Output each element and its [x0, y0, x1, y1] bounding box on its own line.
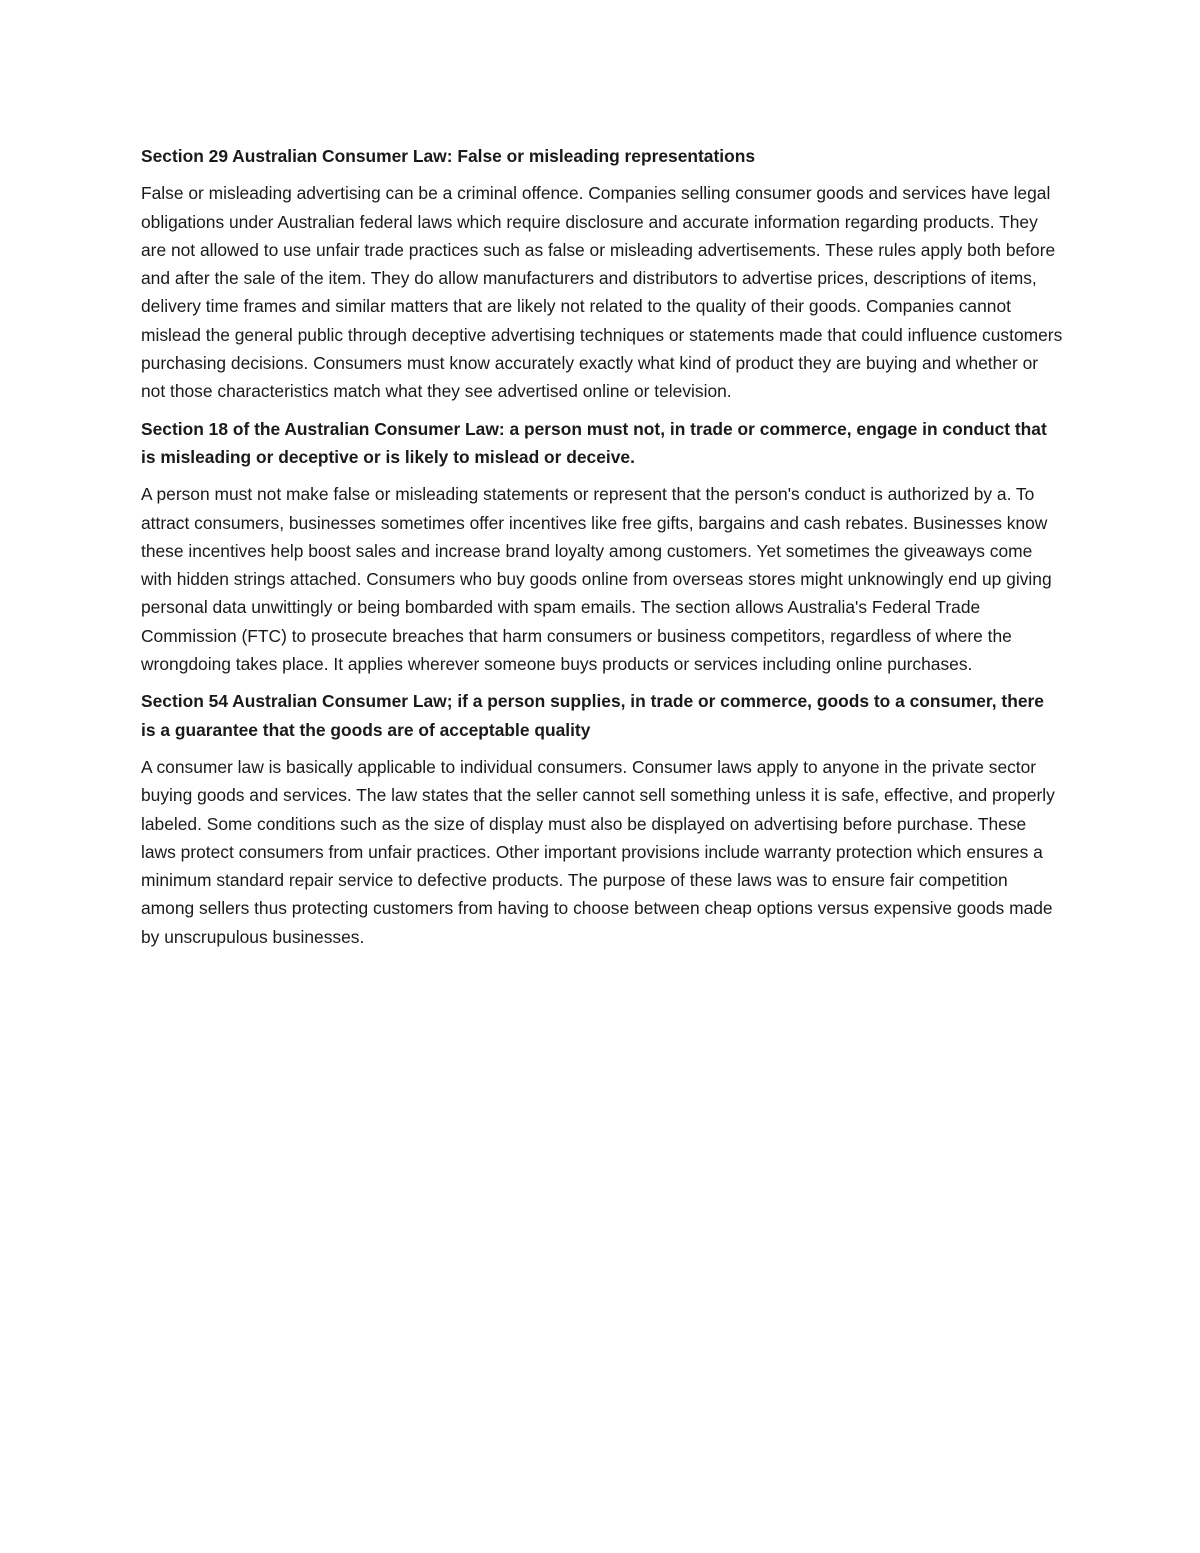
section-18-body: A person must not make false or misleading statements or represent that the person's conduct is authorized by a. To attract consumers, businesses sometimes offer incentives like free gifts, bargains and cash rebates. Businesses know these incentives help boost sales and increase brand loyalty among customers. Yet sometimes the giveaways come with hidden strings attached. Consumers who buy goods online from overseas stores might unknowingly end up giving personal data unwittingly or being bombarded with spam emails. The section allows Australia's Federal Trade Commission (FTC) to prosecute breaches that harm consumers or business competitors, regardless of where the wrongdoing takes place. It applies wherever someone buys products or services including online purchases. — [141, 484, 1052, 675]
section-29-heading: Section 29 Australian Consumer Law: False or misleading representations — [141, 146, 755, 166]
section-29-body: False or misleading advertising can be a criminal offence. Companies selling consumer goods and services have legal obligations under Australian federal laws which require disclosure and accurate information regarding products. They are not allowed to use unfair trade practices such as false or misleading advertisements. These rules apply both before and after the sale of the item. They do allow manufacturers and distributors to advertise prices, descriptions of items, delivery time frames and similar matters that are likely not related to the quality of their goods. Companies cannot mislead the general public through deceptive advertising techniques or statements made that could influence customers purchasing decisions. Consumers must know accurately exactly what kind of product they are buying and whether or not those characteristics match what they see advertised online or television. — [141, 183, 1063, 402]
section-54-heading: Section 54 Australian Consumer Law; if a person supplies, in trade or commerce, goods to a consumer, there is a guarantee that the goods are of acceptable quality — [141, 691, 1044, 740]
section-18-heading: Section 18 of the Australian Consumer Law: a person must not, in trade or commerce, engage in conduct that is misleading or deceptive or is likely to mislead or deceive. — [141, 418, 1047, 467]
document-content — [141, 142, 1063, 960]
section-54-body: A consumer law is basically applicable to individual consumers. Consumer laws apply to anyone in the private sector buying goods and services. The law states that the seller cannot sell something unless it is safe, effective, and properly labeled. Some conditions such as the size of display must also be displayed on advertising before purchase. These laws protect consumers from unfair practices. Other important provisions include warranty protection which ensures a minimum standard repair service to defective products. The purpose of these laws was to ensure fair competition among sellers thus protecting customers from having to choose between cheap options versus expensive goods made by unscrupulous businesses. — [141, 756, 1055, 947]
